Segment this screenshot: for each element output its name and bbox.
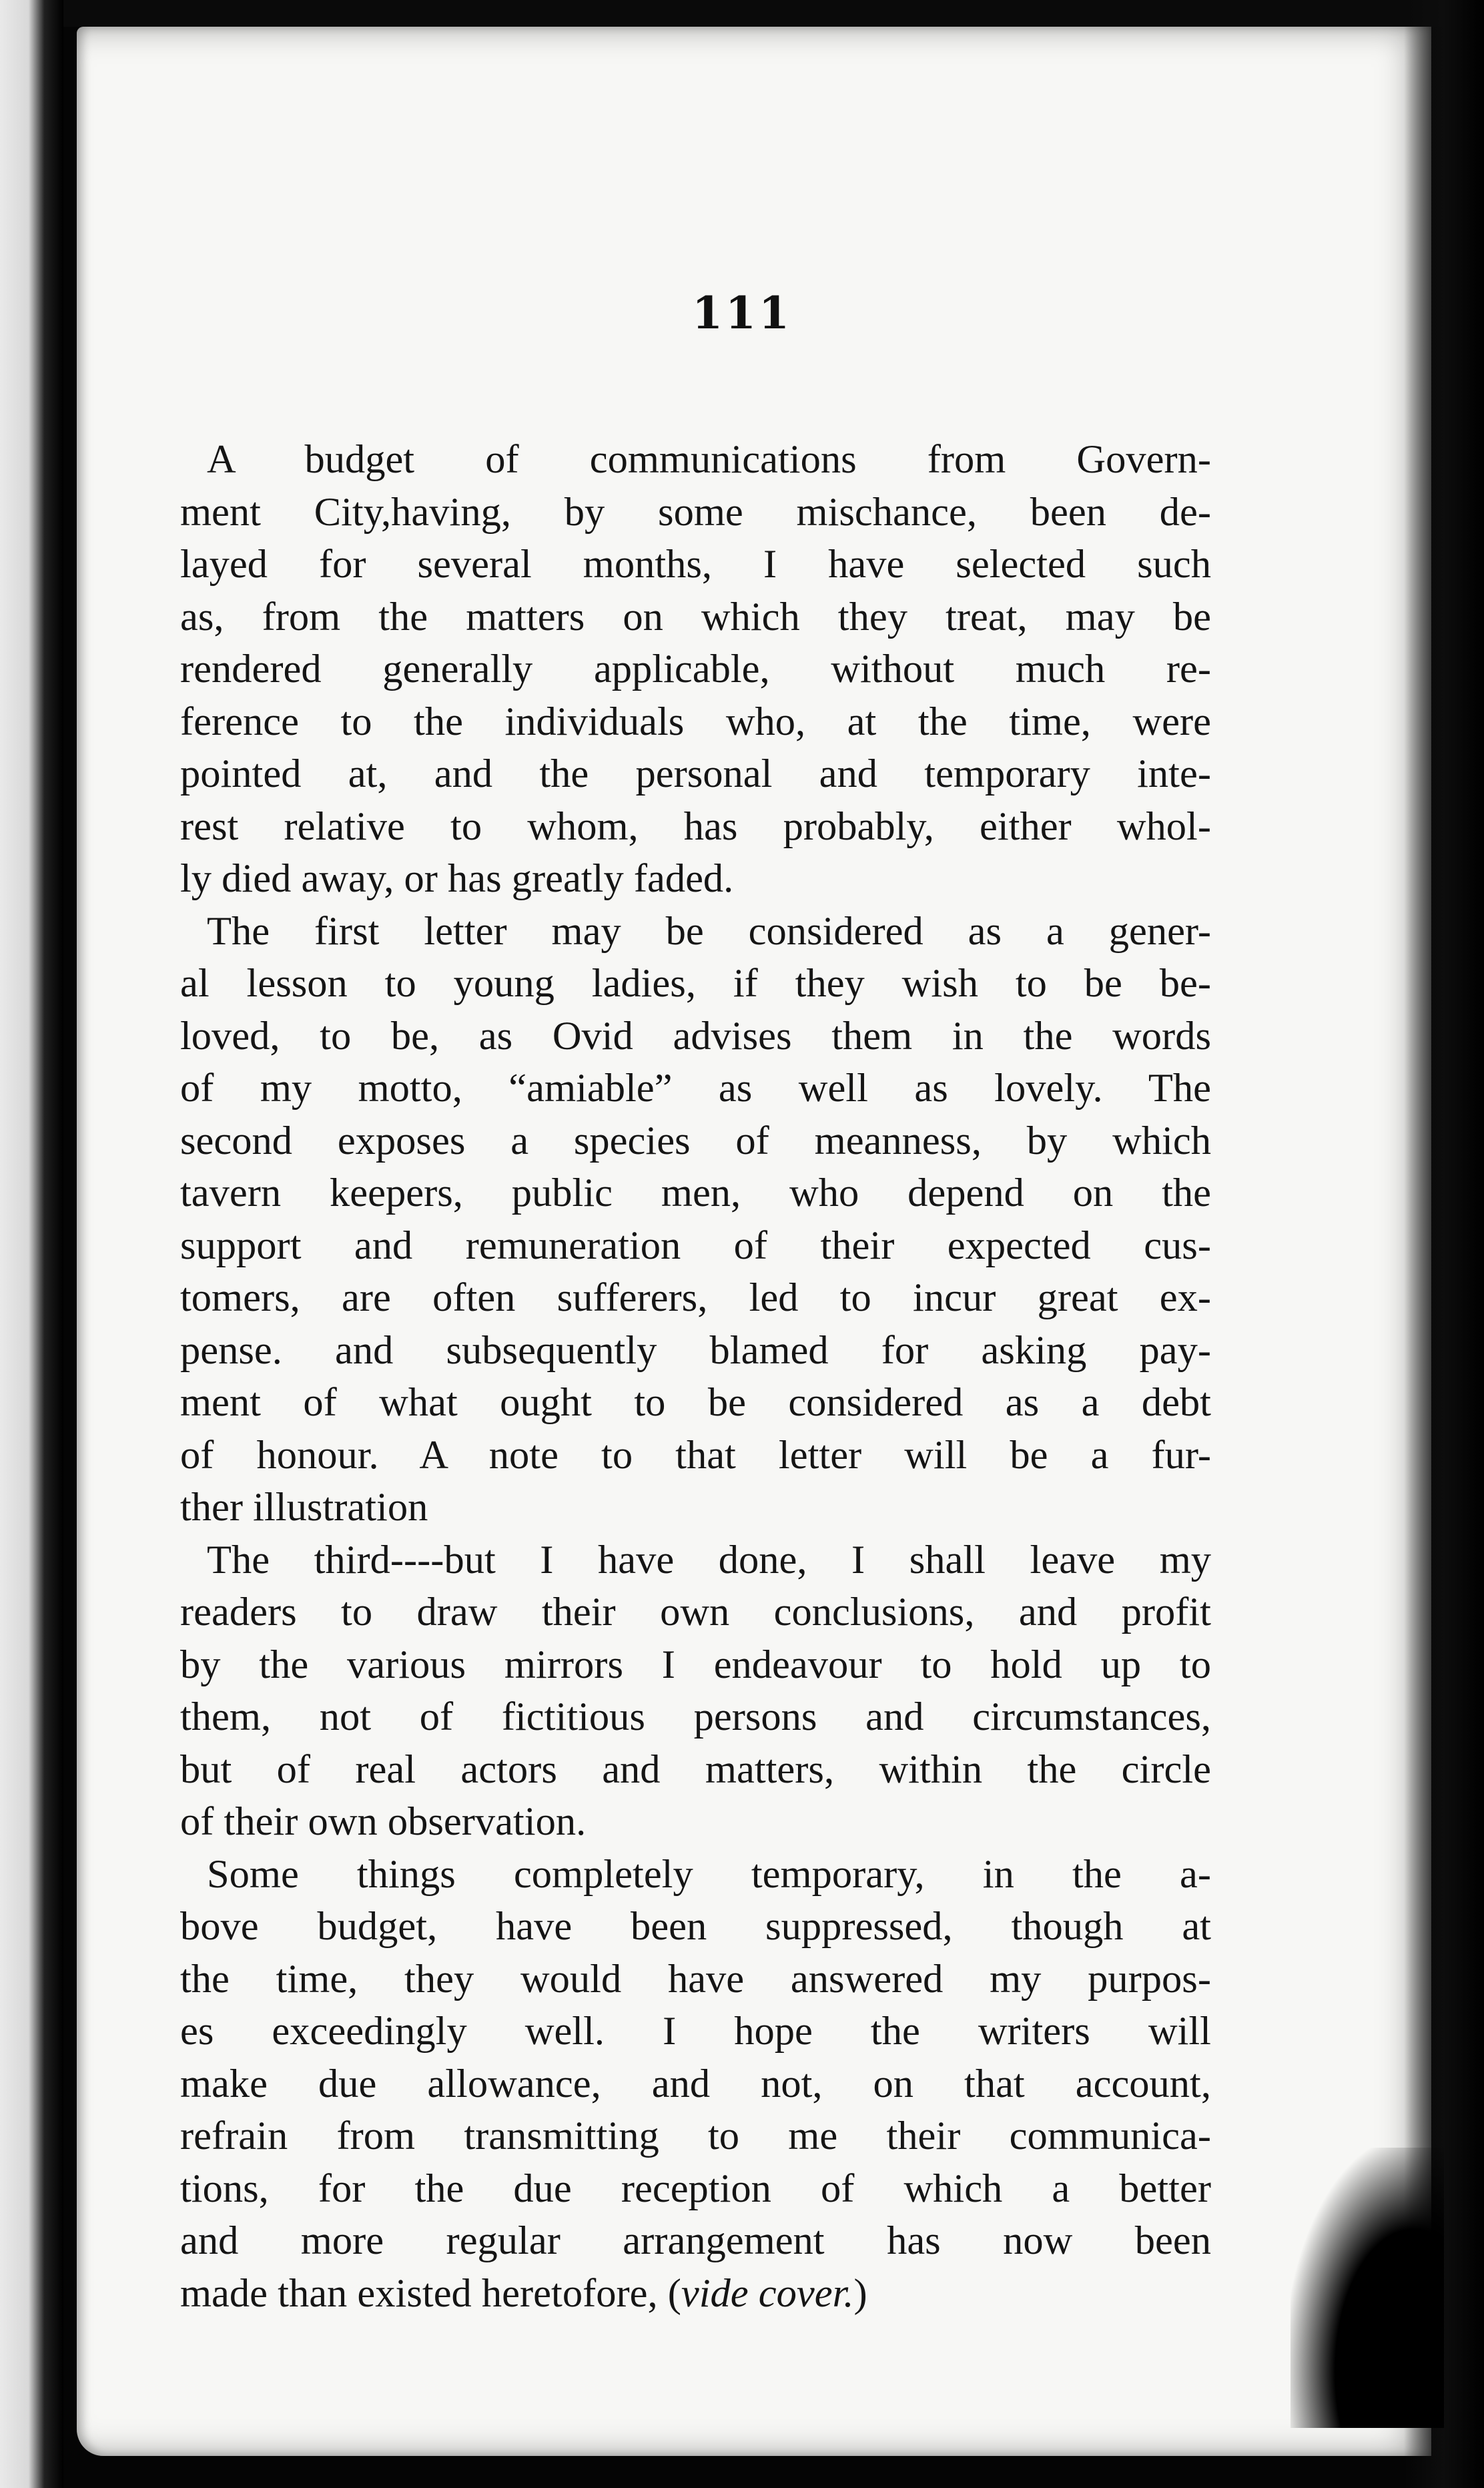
page-number: 111 (692, 287, 792, 339)
text-line: of their own observation. (180, 1799, 587, 1844)
text-line: readers to draw their own conclusions, and profit (180, 1590, 1211, 1634)
text-line: al lesson to young ladies, if they wish to be be- (180, 961, 1211, 1006)
vide-cover-italic: vide cover. (681, 2270, 854, 2316)
text-line: tomers, are often sufferers, led to incur great ex- (180, 1275, 1211, 1320)
text-line: pense. and subsequently blamed for asking pay- (180, 1327, 1211, 1373)
paragraph-3 (180, 1534, 1211, 1849)
paragraph-2 (180, 906, 1211, 1534)
text-line: ment City,having, by some mischance, been de- (180, 489, 1211, 535)
text-line: ther illustration (180, 1485, 428, 1530)
text-line: second exposes a species of meanness, by which (180, 1118, 1211, 1163)
text-line: support and remuneration of their expected cus- (180, 1223, 1211, 1268)
text-line: rest relative to whom, has probably, either whol- (180, 804, 1211, 849)
text-line: loved, to be, as Ovid advises them in the words (180, 1013, 1211, 1058)
text-line: pointed at, and the personal and temporary inte- (180, 751, 1211, 796)
paragraph-4 (180, 1849, 1211, 2320)
page-corner-shadow (1290, 2148, 1444, 2428)
text-line: ly died away, or has greatly faded. (180, 856, 734, 901)
final-line-text: made than existed heretofore, ( (180, 2270, 681, 2316)
text-line: the time, they would have answered my purpos- (180, 1956, 1211, 2001)
text-line: refrain from transmitting to me their communica- (180, 2114, 1211, 2158)
text-line: of honour. A note to that letter will be a fur- (180, 1432, 1211, 1478)
text-line: tions, for the due reception of which a better (180, 2166, 1211, 2211)
text-line: Some things completely temporary, in the a- (207, 1851, 1211, 1897)
book-spine-edge (0, 0, 63, 2488)
text-line: them, not of fictitious persons and circumstances, (180, 1694, 1211, 1739)
text-line: as, from the matters on which they treat, may be (180, 594, 1211, 639)
text-line: layed for several months, I have selected such (180, 542, 1211, 587)
text-line: ference to the individuals who, at the time, were (180, 699, 1211, 744)
text-line: and more regular arrangement has now been (180, 2218, 1211, 2263)
scan-top-border (63, 0, 1484, 27)
body-text (180, 434, 1211, 2320)
text-line: of my motto, “amiable” as well as lovely. The (180, 1066, 1211, 1111)
text-line: rendered generally applicable, without much re- (180, 647, 1211, 691)
closing-paren: ) (853, 2270, 867, 2316)
final-text-line (180, 2268, 1211, 2320)
text-line: ment of what ought to be considered as a debt (180, 1380, 1211, 1425)
text-line: A budget of communications from Govern- (207, 437, 1211, 482)
text-line: bove budget, have been suppressed, though at (180, 1904, 1211, 1949)
text-line: es exceedingly well. I hope the writers will (180, 2009, 1211, 2054)
text-line: The first letter may be considered as a gener- (207, 908, 1211, 954)
text-line: by the various mirrors I endeavour to hold up to (180, 1642, 1211, 1687)
text-line: tavern keepers, public men, who depend on the (180, 1171, 1211, 1215)
text-line: make due allowance, and not, on that account, (180, 2061, 1211, 2106)
text-line: The third----but I have done, I shall leave my (207, 1537, 1211, 1582)
text-line: but of real actors and matters, within the circle (180, 1747, 1211, 1792)
paragraph-1 (180, 434, 1211, 906)
scan-right-shadow (1404, 0, 1484, 2488)
